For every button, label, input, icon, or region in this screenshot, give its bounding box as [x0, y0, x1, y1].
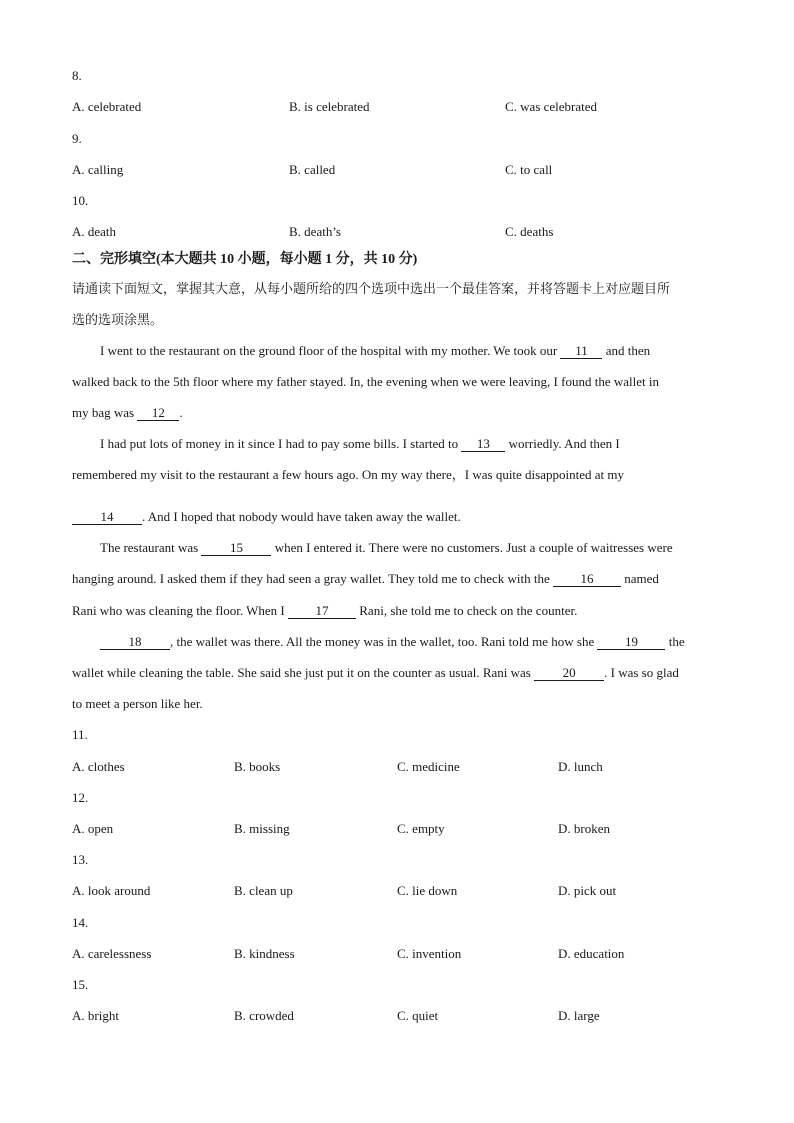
option-b: B. clean up — [234, 883, 293, 898]
passage-text: worriedly. And then I — [508, 436, 620, 451]
option-d: D. large — [558, 1008, 600, 1023]
passage-text: . — [179, 405, 183, 420]
option-a: A. carelessness — [72, 946, 152, 961]
passage-text: The restaurant was — [100, 540, 199, 555]
passage-text: I had put lots of money in it since I had to pay some bills. I started to — [100, 436, 459, 451]
passage-text: I went to the restaurant on the ground floor of the hospital with my mother. We took our — [100, 343, 558, 358]
passage-text: . I was so glad — [604, 665, 679, 680]
passage-text: the — [668, 634, 685, 649]
passage-text: Rani who was cleaning the floor. When I — [72, 603, 285, 618]
option-b: B. kindness — [234, 946, 295, 961]
passage-line — [100, 342, 650, 360]
passage-line — [72, 602, 577, 620]
passage-line — [100, 539, 673, 557]
passage-text: when I entered it. There were no customers. Just a couple of waitresses were — [274, 540, 673, 555]
option-a: A. open — [72, 821, 114, 836]
blank-13: 13 — [461, 437, 505, 452]
question-number: 8. — [72, 68, 82, 83]
question-number: 14. — [72, 915, 89, 930]
option-c: C. deaths — [505, 224, 554, 239]
option-a: A. death — [72, 224, 117, 239]
passage-line — [100, 435, 620, 453]
option-a: A. clothes — [72, 759, 125, 774]
passage-text: , the wallet was there. All the money was in the wallet, too. Rani told me how she — [170, 634, 595, 649]
option-c: C. empty — [397, 821, 445, 836]
option-c: C. quiet — [397, 1008, 439, 1023]
option-d: D. broken — [558, 821, 610, 836]
passage-line — [72, 508, 461, 526]
passage-line — [72, 404, 183, 422]
option-d: D. lunch — [558, 759, 603, 774]
option-b: B. called — [289, 162, 336, 177]
passage-text: and then — [605, 343, 651, 358]
instructions: 选的选项涂黑。 — [72, 312, 164, 327]
blank-15: 15 — [201, 541, 271, 556]
passage-line: remembered my visit to the restaurant a few hours ago. On my way there，I was quite disappointed at my — [72, 467, 624, 482]
question-number: 9. — [72, 131, 82, 146]
passage-text: . And I hoped that nobody would have taken away the wallet. — [142, 509, 461, 524]
option-d: D. pick out — [558, 883, 617, 898]
blank-18: 18 — [100, 635, 170, 650]
passage-line — [72, 664, 679, 682]
blank-17: 17 — [288, 604, 356, 619]
passage-text: named — [624, 571, 659, 586]
passage-line: to meet a person like her. — [72, 696, 203, 711]
option-b: B. missing — [234, 821, 290, 836]
option-b: B. is celebrated — [289, 99, 370, 114]
option-a: A. calling — [72, 162, 124, 177]
passage-line — [100, 633, 685, 651]
blank-11: 11 — [560, 344, 602, 359]
option-c: C. invention — [397, 946, 462, 961]
option-b: B. death’s — [289, 224, 341, 239]
blank-12: 12 — [137, 406, 179, 421]
blank-16: 16 — [553, 572, 621, 587]
option-b: B. crowded — [234, 1008, 294, 1023]
passage-line — [72, 570, 659, 588]
option-a: A. bright — [72, 1008, 119, 1023]
option-d: D. education — [558, 946, 625, 961]
passage-text: hanging around. I asked them if they had seen a gray wallet. They told me to check with the — [72, 571, 550, 586]
option-c: C. lie down — [397, 883, 458, 898]
passage-line: walked back to the 5th floor where my father stayed. In, the evening when we were leaving, I found the wallet in — [72, 374, 659, 389]
option-a: A. celebrated — [72, 99, 142, 114]
blank-19: 19 — [597, 635, 665, 650]
instructions: 请通读下面短文，掌握其大意，从每小题所给的四个选项中选出一个最佳答案，并将答题卡上对应题目所 — [72, 281, 671, 296]
question-number: 10. — [72, 193, 89, 208]
blank-14: 14 — [72, 510, 142, 525]
blank-20: 20 — [534, 666, 604, 681]
passage-text: Rani, she told me to check on the counter. — [359, 603, 578, 618]
question-number: 11. — [72, 727, 88, 742]
option-c: C. to call — [505, 162, 553, 177]
passage-text: wallet while cleaning the table. She said she just put it on the counter as usual. Rani was — [72, 665, 531, 680]
question-number: 15. — [72, 977, 89, 992]
section-heading: 二、完形填空(本大题共 10 小题，每小题 1 分，共 10 分) — [72, 252, 418, 267]
option-a: A. look around — [72, 883, 151, 898]
option-c: C. was celebrated — [505, 99, 598, 114]
question-number: 12. — [72, 790, 89, 805]
option-c: C. medicine — [397, 759, 460, 774]
passage-text: my bag was — [72, 405, 135, 420]
question-number: 13. — [72, 852, 89, 867]
option-b: B. books — [234, 759, 281, 774]
